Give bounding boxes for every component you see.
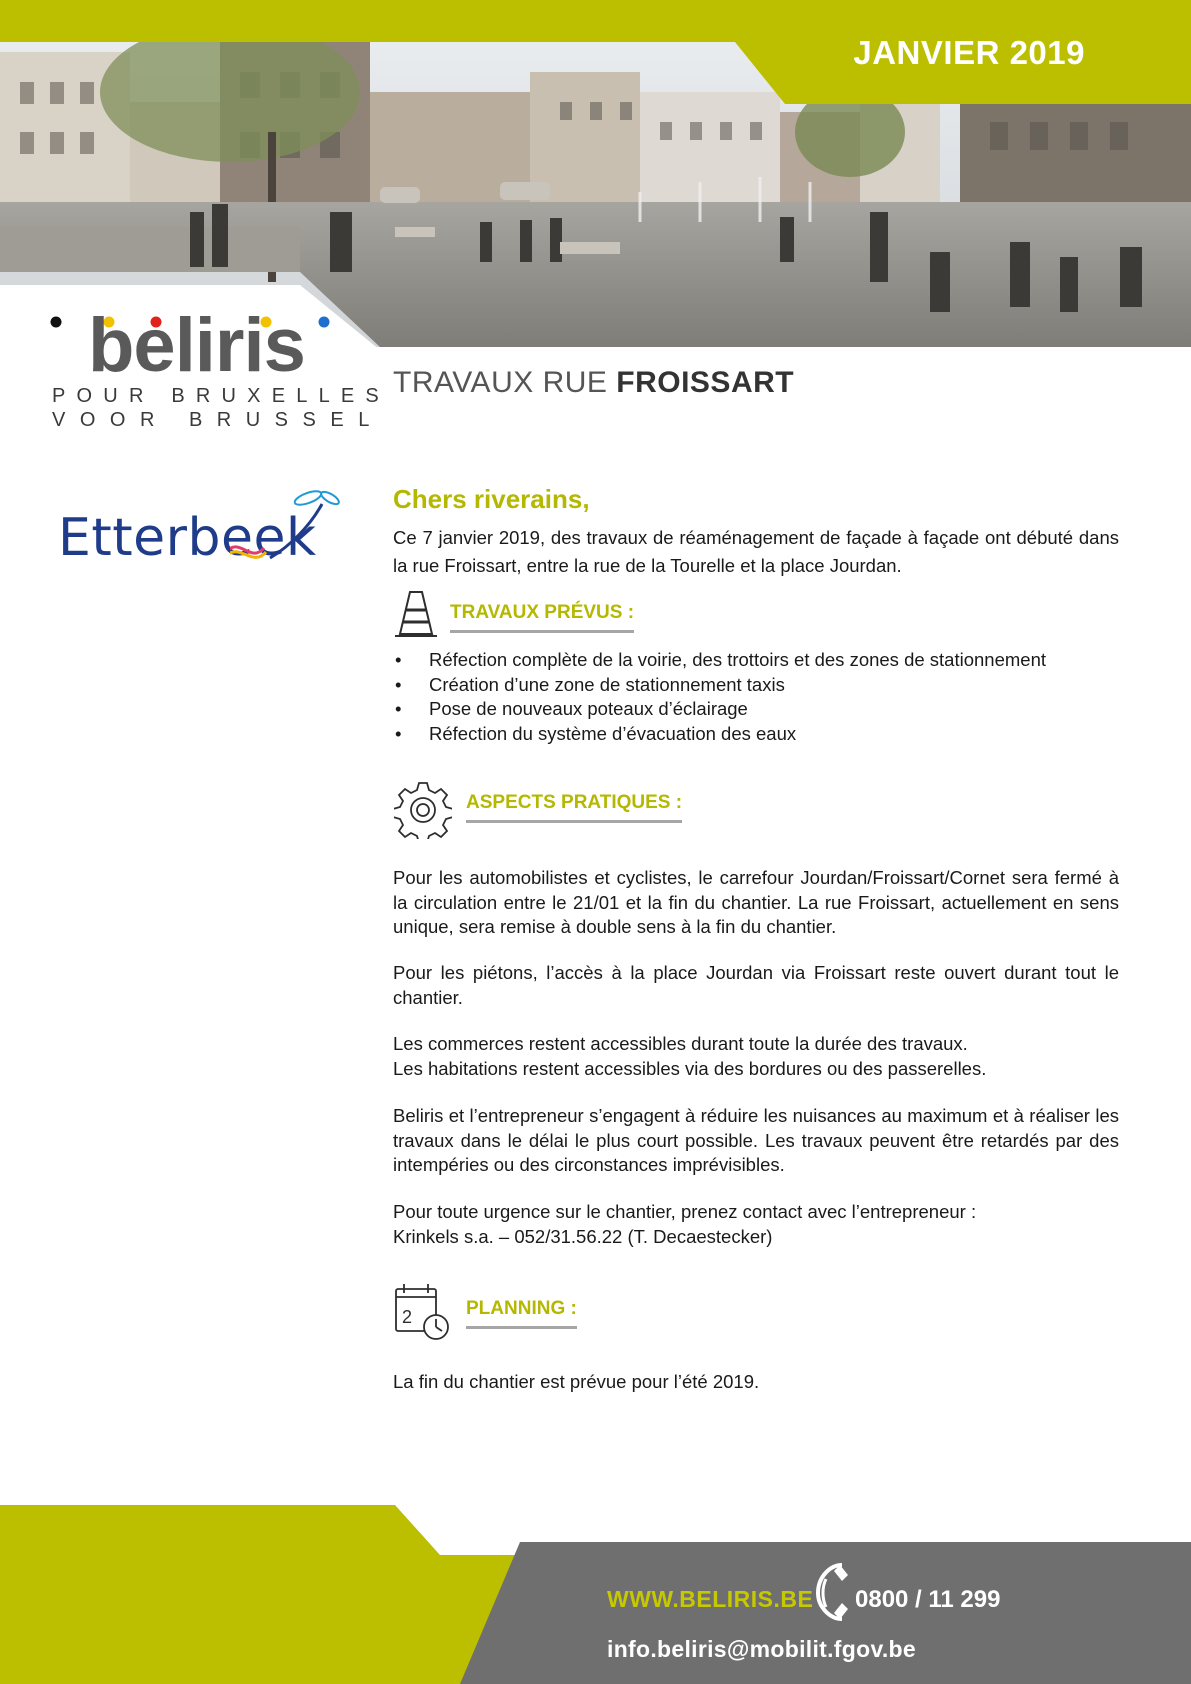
calendar-digit: 2	[402, 1307, 413, 1327]
list-item: • Création d’une zone de stationnement taxis	[393, 673, 1133, 698]
access-homes: Les habitations restent accessibles via des bordures ou des passerelles.	[393, 1057, 987, 1079]
page-title	[393, 366, 794, 400]
logo-tagline-nl: VOOR BRUSSEL	[52, 409, 384, 431]
section-heading-planning: PLANNING :	[466, 1298, 577, 1329]
footer-website-link[interactable]: WWW.BELIRIS.BE	[607, 1586, 814, 1612]
section-heading-aspects: ASPECTS PRATIQUES :	[466, 792, 682, 823]
issue-date: JANVIER 2019	[853, 34, 1085, 71]
footer-email-link[interactable]: info.beliris@mobilit.fgov.be	[607, 1636, 916, 1662]
paragraph-traffic: Pour les automobilistes et cyclistes, le carrefour Jourdan/Froissart/Cornet sera fermé à la circulation entre le 21/01 et la fin du chantier. La rue Froissart, actuellement en sens unique, sera remise à double sens à la fin du chantier.	[393, 867, 1119, 937]
section-heading-travaux: TRAVAUX PRÉVUS :	[450, 602, 634, 633]
paragraph-access	[393, 1032, 1119, 1081]
access-shops: Les commerces restent accessibles durant toute la durée des travaux.	[393, 1033, 968, 1054]
emergency-text: Pour toute urgence sur le chantier, prenez contact avec l’entrepreneur :	[393, 1201, 977, 1222]
calendar-clock-icon	[394, 1283, 454, 1341]
dragonfly-icon	[230, 486, 340, 566]
etterbeek-logo-text: Etterbeek	[58, 508, 317, 568]
contractor-contact: Krinkels s.a. – 052/31.56.22 (T. Decaestecker)	[393, 1225, 773, 1247]
gear-icon	[394, 781, 452, 839]
traffic-cone-icon	[394, 590, 438, 640]
paragraph-emergency	[393, 1200, 1119, 1249]
title-prefix: TRAVAUX RUE	[393, 366, 617, 399]
greeting: Chers riverains,	[393, 484, 590, 514]
intro-paragraph: Ce 7 janvier 2019, des travaux de réaménagement de façade à façade ont débuté dans la rue Froissart, entre la rue de la Tourelle et la place Jourdan.	[393, 527, 1119, 576]
works-list	[393, 648, 1133, 746]
title-street: FROISSART	[616, 366, 795, 399]
logo-wordmark: beliris	[88, 303, 305, 388]
footer-phone-number[interactable]: 0800 / 11 299	[855, 1586, 1001, 1613]
list-item: • Pose de nouveaux poteaux d’éclairage	[393, 697, 1133, 722]
list-item: • Réfection complète de la voirie, des trottoirs et des zones de stationnement	[393, 648, 1133, 673]
paragraph-planning: La fin du chantier est prévue pour l’été 2019.	[393, 1371, 760, 1392]
phone-icon	[812, 1561, 860, 1623]
footer-band	[0, 1500, 1191, 1684]
paragraph-commitment: Beliris et l’entrepreneur s’engagent à réduire les nuisances au maximum et à réaliser les travaux dans le délai le plus court possible. Les travaux peuvent être retardés par des intempéries ou des circonstances imprévisibles.	[393, 1105, 1119, 1175]
list-item: • Réfection du système d’évacuation des eaux	[393, 722, 1133, 747]
paragraph-pedestrians: Pour les piétons, l’accès à la place Jourdan via Froissart reste ouvert durant tout le chantier.	[393, 962, 1119, 1008]
logo-tagline-fr: POUR BRUXELLES	[52, 385, 390, 407]
